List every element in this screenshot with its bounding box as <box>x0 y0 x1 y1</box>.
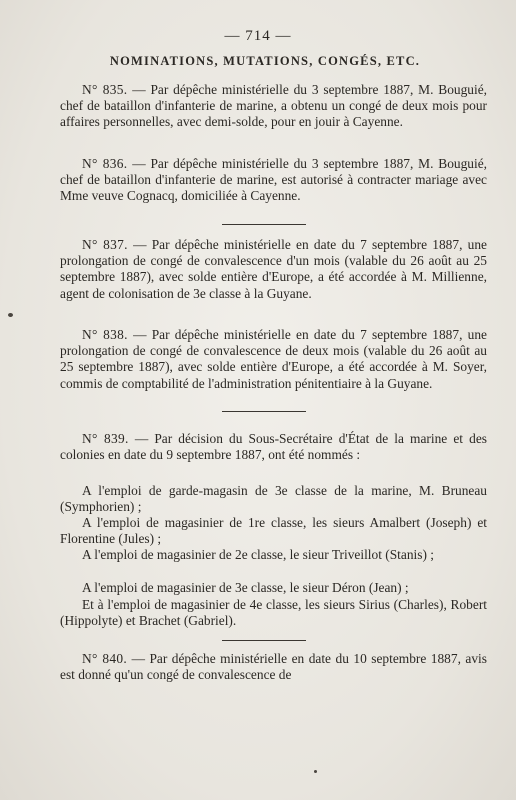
entry-840 <box>60 651 487 683</box>
entry-number: N° 835. <box>82 82 128 97</box>
appointment-item: A l'emploi de magasinier de 3e classe, le sieur Déron (Jean) ; <box>82 580 409 595</box>
entry-number: N° 837. <box>82 237 128 252</box>
entry-text: — Par dépêche ministérielle en date du 10 septembre 1887, avis est donné qu'un congé de convalescence de <box>60 651 487 683</box>
section-divider <box>222 224 306 225</box>
entry-number: N° 839. <box>82 431 129 446</box>
entry-text: — Par dépêche ministérielle en date du 7 septembre 1887, une prolongation de congé de convalescence d'un mois (valable du 26 août au 25 septembre 1887), avec solde entière d'Europe, a été accordée à M. Millienne, agent de colonisation de 3e classe à la Guyane. <box>60 237 487 301</box>
entry-number: N° 838. <box>82 327 128 342</box>
paper-speck <box>314 770 317 773</box>
entry-number: N° 840. <box>82 651 128 666</box>
entry-836 <box>60 156 487 205</box>
entry-number: N° 836. <box>82 156 128 171</box>
appointment-item: A l'emploi de magasinier de 1re classe, les sieurs Amalbert (Joseph) et Florentine (Jules) ; <box>60 515 487 547</box>
entry-text: — Par dépêche ministérielle en date du 7 septembre 1887, une prolongation de congé de convalescence de deux mois (valable du 26 août au 25 septembre 1887), avec solde entière d'Europe, a été accordée à M. Soyer, commis de comptabilité de l'administration pénitentiaire à la Guyane. <box>60 327 487 391</box>
entry-837 <box>60 237 487 302</box>
entry-838 <box>60 327 487 392</box>
section-divider <box>222 640 306 641</box>
appointment-item: A l'emploi de magasinier de 2e classe, le sieur Triveillot (Stanis) ; <box>82 547 434 562</box>
entry-text: — Par décision du Sous-Secrétaire d'État de la marine et des colonies en date du 9 septembre 1887, ont été nommés : <box>60 431 487 463</box>
page-number: — 714 — <box>224 28 292 44</box>
entry-839 <box>60 431 487 463</box>
entry-text: — Par dépêche ministérielle du 3 septembre 1887, M. Bouguié, chef de bataillon d'infanterie de marine, a obtenu un congé de deux mois pour affaires personnelles, avec demi-solde, pour en jouir à Cayenne. <box>60 82 487 130</box>
entry-text: — Par dépêche ministérielle du 3 septembre 1887, M. Bouguié, chef de bataillon d'infanterie de marine, est autorisé à contracter mariage avec Mme veuve Cognacq, domiciliée à Cayenne. <box>60 156 487 204</box>
section-title: NOMINATIONS, MUTATIONS, CONGÉS, ETC. <box>109 54 421 68</box>
appointment-item: A l'emploi de garde-magasin de 3e classe de la marine, M. Bruneau (Symphorien) ; <box>60 483 487 515</box>
entry-835 <box>60 82 487 131</box>
section-divider <box>222 411 306 412</box>
paper-speck <box>8 313 13 317</box>
appointment-item: Et à l'emploi de magasinier de 4e classe, les sieurs Sirius (Charles), Robert (Hippolyte) et Brachet (Gabriel). <box>60 597 487 629</box>
